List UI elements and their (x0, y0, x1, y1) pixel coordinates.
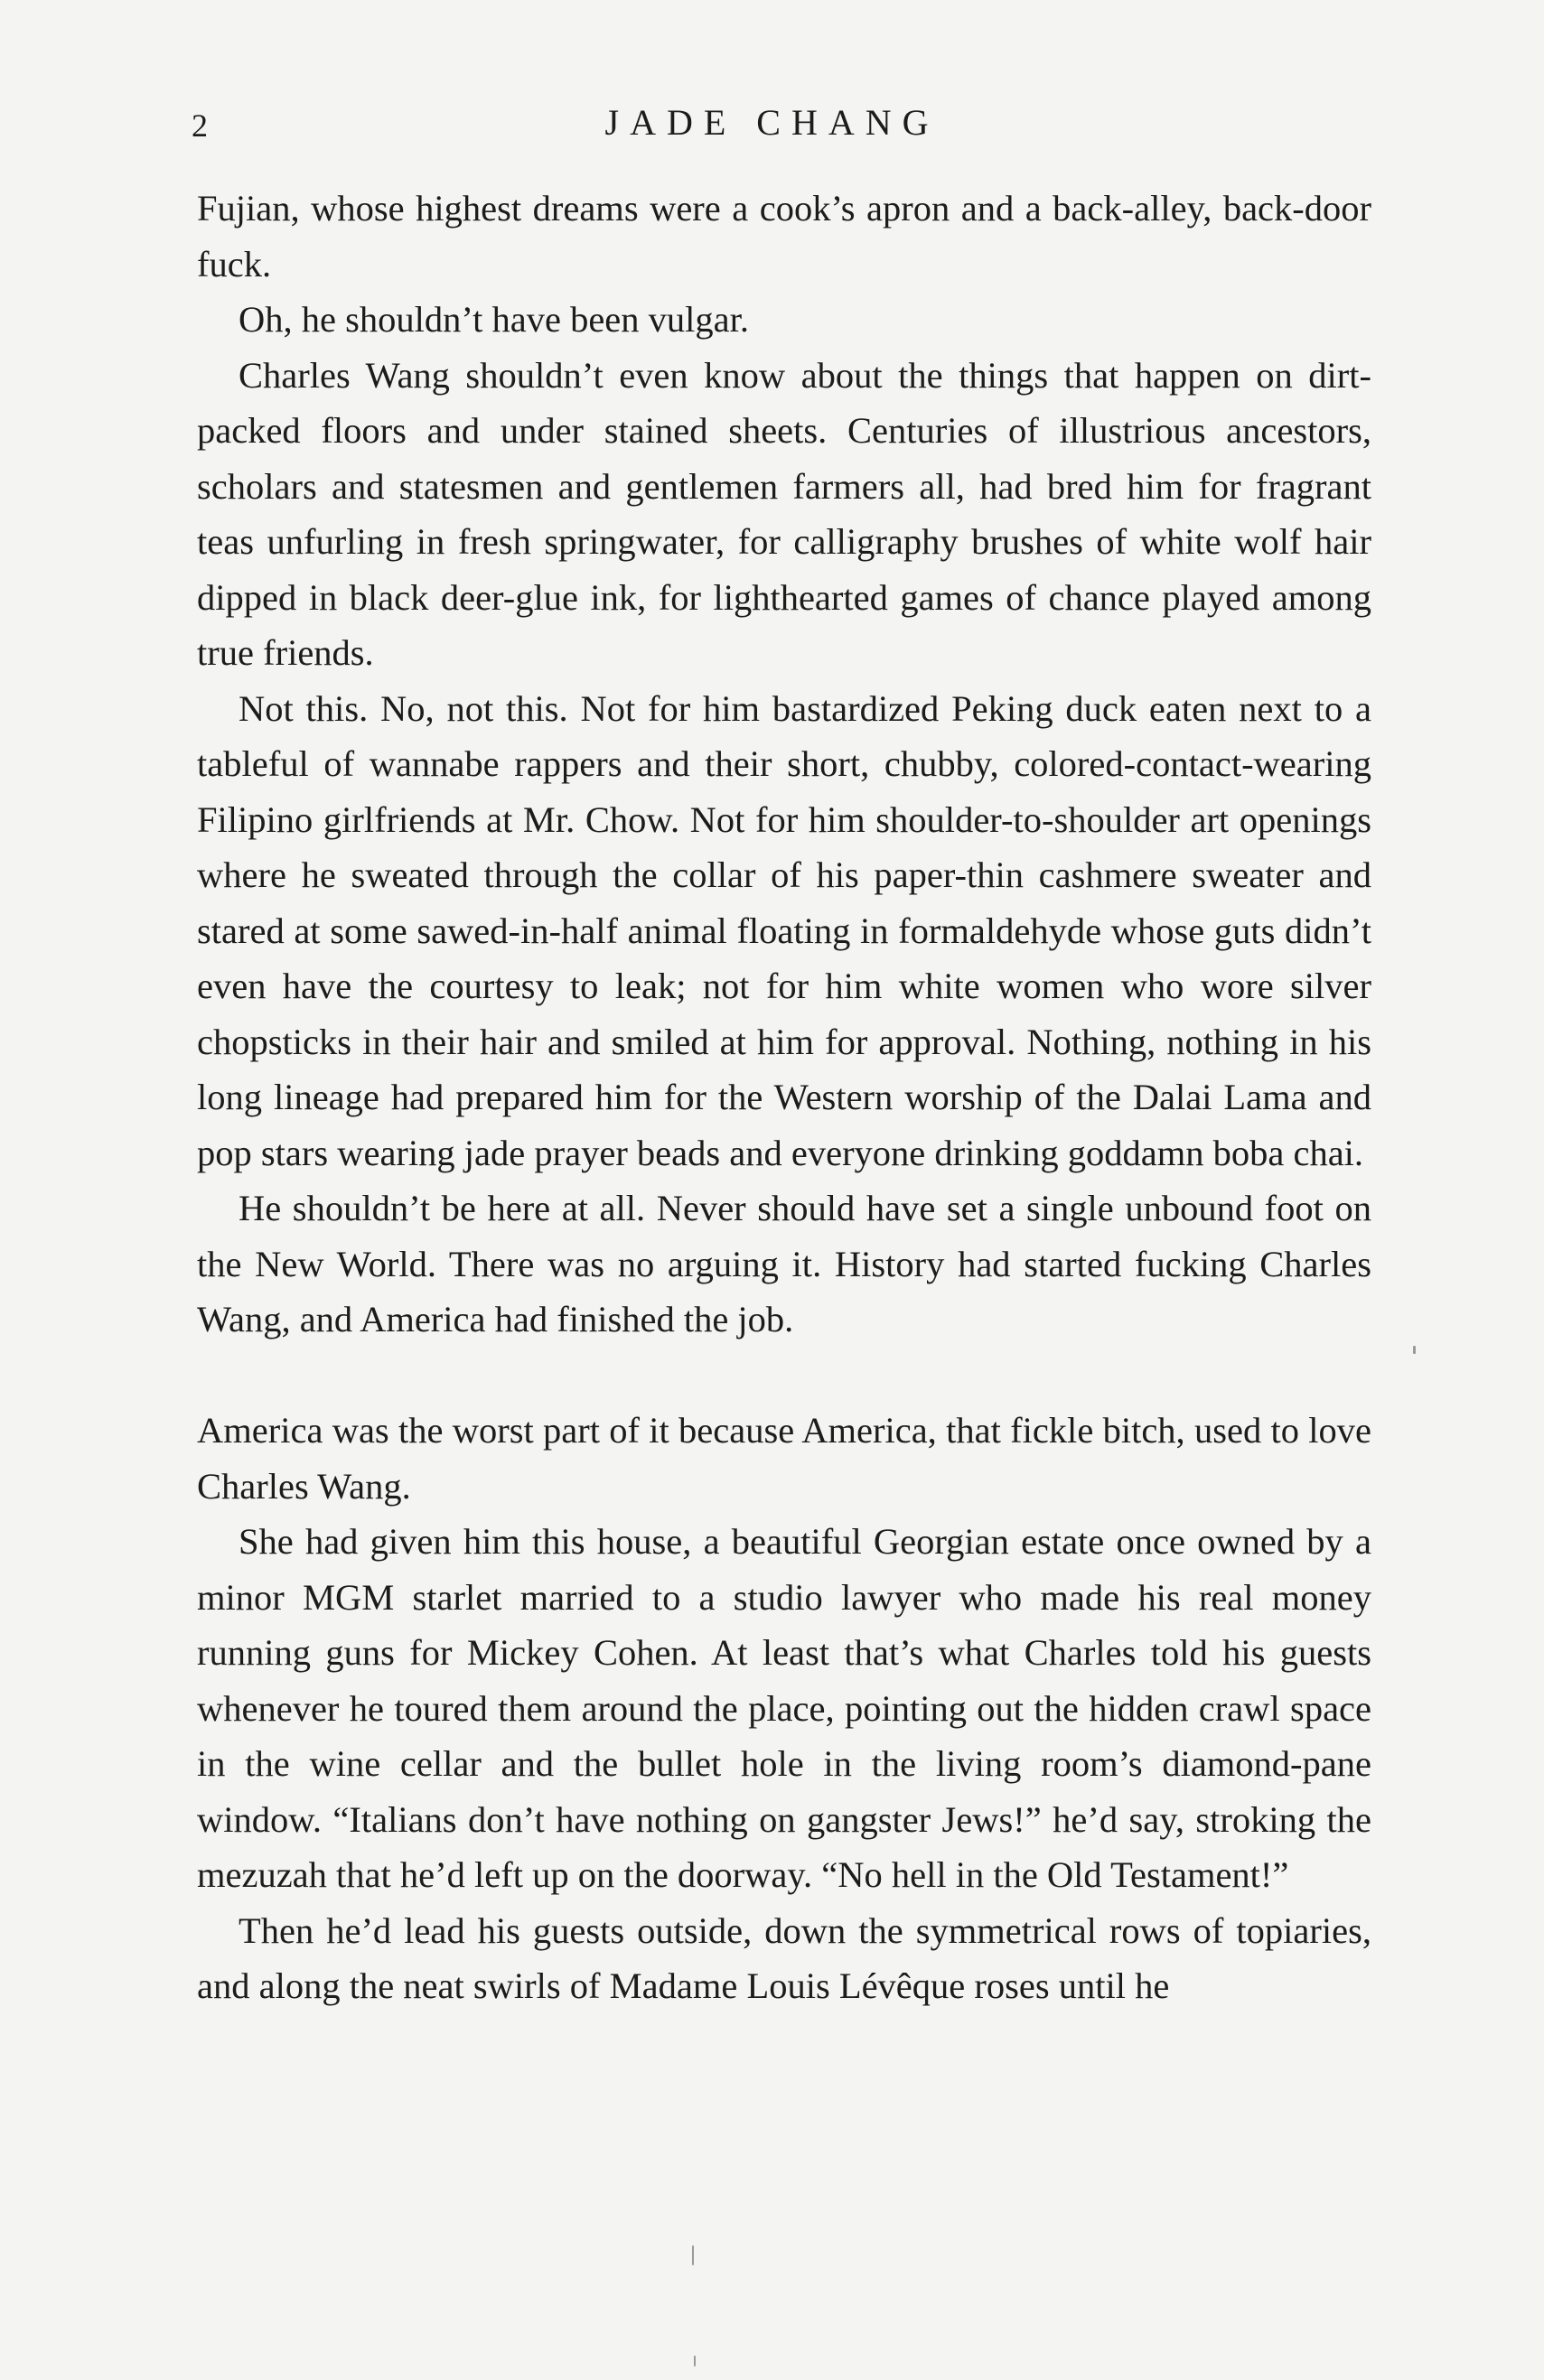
paragraph: Oh, he shouldn’t have been vulgar. (239, 299, 750, 340)
body-text (197, 181, 1371, 2014)
page-number: 2 (192, 107, 209, 144)
scan-speck (1413, 1346, 1416, 1354)
scan-speck (692, 2245, 694, 2265)
paragraph: She had given him this house, a beautiful Georgian estate once owned by a minor MGM starlet married to a studio lawyer who made his real money running guns for Mickey Cohen. At least that’s what Charles told his guests whenever he toured them around the place, pointing out the hidden crawl space in the wine cellar and the bullet hole in the living room’s diamond-pane window. “Italians don’t have nothing on gangster Jews!” he’d say, stroking the mezuzah that he’d left up on the doorway. “No hell in the Old Testament!” (197, 1521, 1371, 1895)
scan-speck (694, 2356, 696, 2366)
author-name: JADE CHANG (604, 102, 940, 143)
paragraph: Charles Wang shouldn’t even know about the things that happen on dirt-packed floors and under stained sheets. Centuries of illustrious ancestors, scholars and statesmen and gentlemen farmers all, had bred him for fragrant teas unfurling in fresh springwater, for calligraphy brushes of white wolf hair dipped in black deer-glue ink, for lighthearted games of chance played among true friends. (197, 354, 1371, 673)
paragraph: Not this. No, not this. Not for him bastardized Peking duck eaten next to a tableful of wannabe rappers and their short, chubby, colored-contact-wearing Filipino girlfriends at Mr. Chow. Not for him shoulder-to-shoulder art openings where he sweated through the collar of his paper-thin cashmere sweater and stared at some sawed-in-half animal floating in formaldehyde whose guts didn’t even have the courtesy to leak; not for him white women who wore silver chopsticks in their hair and smiled at him for approval. Nothing, nothing in his long lineage had prepared him for the Western worship of the Dalai Lama and pop stars wearing jade prayer beads and everyone drinking goddamn boba chai. (197, 687, 1371, 1173)
paragraph: He shouldn’t be here at all. Never should have set a single unbound foot on the New World. There was no arguing it. History had started fucking Charles Wang, and America had finished the job. (197, 1188, 1371, 1339)
paragraph-continuation: Fujian, whose highest dreams were a cook’s apron and a back-alley, back-door fuck. (197, 188, 1371, 285)
running-head (0, 101, 1544, 155)
paragraph: Then he’d lead his guests outside, down the symmetrical rows of topiaries, and along the neat swirls of Madame Louis Lévêque roses until he (197, 1909, 1371, 2006)
paragraph-section-start: America was the worst part of it because America, that fickle bitch, used to love Charles Wang. (197, 1410, 1371, 1507)
